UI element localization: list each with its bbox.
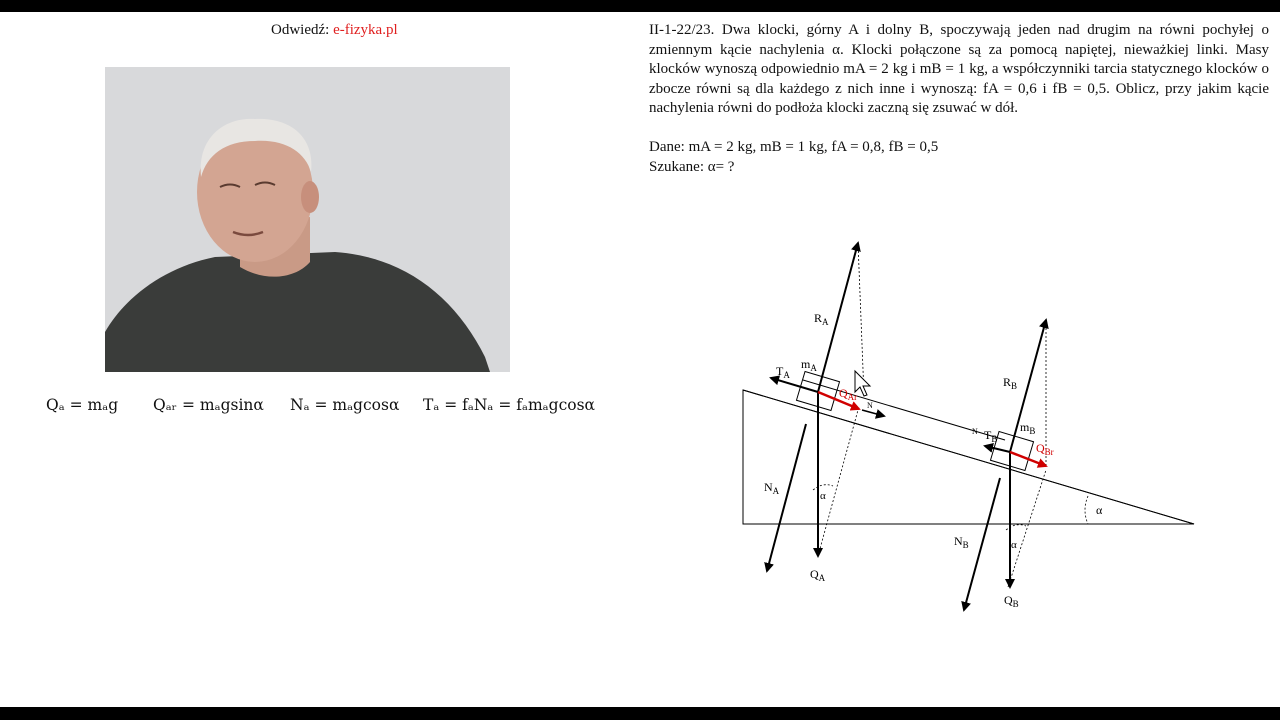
label-n-b: N bbox=[972, 427, 978, 436]
visit-line bbox=[271, 22, 398, 39]
presenter-video bbox=[105, 67, 510, 372]
mouse-cursor-icon bbox=[855, 371, 870, 396]
visit-link[interactable]: e-fizyka.pl bbox=[333, 22, 398, 38]
arrow-tb bbox=[985, 446, 1010, 452]
incline-surface bbox=[743, 390, 1194, 524]
inclined-plane-diagram bbox=[700, 225, 1220, 625]
formula-na: Nₐ = mₐgcosα bbox=[290, 396, 400, 414]
problem-statement bbox=[649, 21, 1269, 119]
presenter-figure bbox=[105, 67, 510, 372]
szukane-label: Szukane: bbox=[649, 158, 704, 175]
label-ra: $R_A$ bbox=[814, 311, 829, 327]
label-qa: $Q_A$ bbox=[810, 567, 826, 583]
label-ta: $T_A$ bbox=[776, 364, 790, 380]
arrow-ta bbox=[771, 378, 818, 392]
formula-qar: Qₐᵣ = mₐgsinα bbox=[153, 396, 264, 414]
label-qb: $Q_B$ bbox=[1004, 593, 1019, 609]
label-mb: $m_B$ bbox=[1020, 420, 1036, 436]
construction-lines bbox=[813, 243, 1088, 587]
arrow-n-a bbox=[862, 410, 884, 416]
given-dane bbox=[649, 138, 938, 158]
given-section bbox=[649, 138, 938, 177]
label-qar: $Q_{Ar}$ bbox=[839, 386, 858, 402]
problem-text: II-1-22/23. Dwa klocki, górny A i dolny B, spoczywają jeden nad drugim na równi pochyłej o zmiennym kącie nachylenia α. Klocki połączone są za pomocą napiętej, nieważkiej linki. Masy klocków wynoszą odpowiednio mA = 2 kg i mB = 1 kg, a współczynniki tarcia statycznego klocków o zbocze równi są dla każdego z nich inne i wynoszą: fA = 0,6 i fB = 0,5. Oblicz, przy jakim kącie nachylenia równi do podłoża klocki zaczną się zsuwać w dół. bbox=[649, 22, 1269, 116]
formula-qa: Qₐ = mₐg bbox=[46, 396, 119, 414]
arrow-na bbox=[767, 424, 806, 571]
szukane-value: α= ? bbox=[707, 158, 735, 175]
top-letterbox-bar bbox=[0, 0, 1280, 12]
label-nb: $N_B$ bbox=[954, 534, 969, 550]
label-alpha-a: α bbox=[820, 490, 826, 502]
label-rb: $R_B$ bbox=[1003, 375, 1018, 391]
arrow-nb bbox=[964, 478, 1000, 610]
formula-ta: Tₐ = fₐNₐ = fₐmₐgcosα bbox=[423, 396, 596, 414]
label-na: $N_A$ bbox=[764, 480, 780, 496]
bottom-letterbox-bar bbox=[0, 707, 1280, 720]
dane-label: Dane: bbox=[649, 139, 685, 155]
label-ma: $m_A$ bbox=[801, 357, 817, 373]
dane-values: mA = 2 kg, mB = 1 kg, fA = 0,8, fB = 0,5 bbox=[688, 139, 939, 155]
label-n-a: N bbox=[867, 401, 873, 410]
label-alpha-b: α bbox=[1011, 539, 1017, 551]
visit-prefix: Odwiedź: bbox=[271, 22, 334, 38]
label-tb: $T_B$ bbox=[984, 428, 998, 444]
label-incline-alpha: α bbox=[1096, 503, 1103, 517]
given-szukane bbox=[649, 158, 938, 178]
label-qbr: $Q_{Br}$ bbox=[1036, 441, 1054, 457]
